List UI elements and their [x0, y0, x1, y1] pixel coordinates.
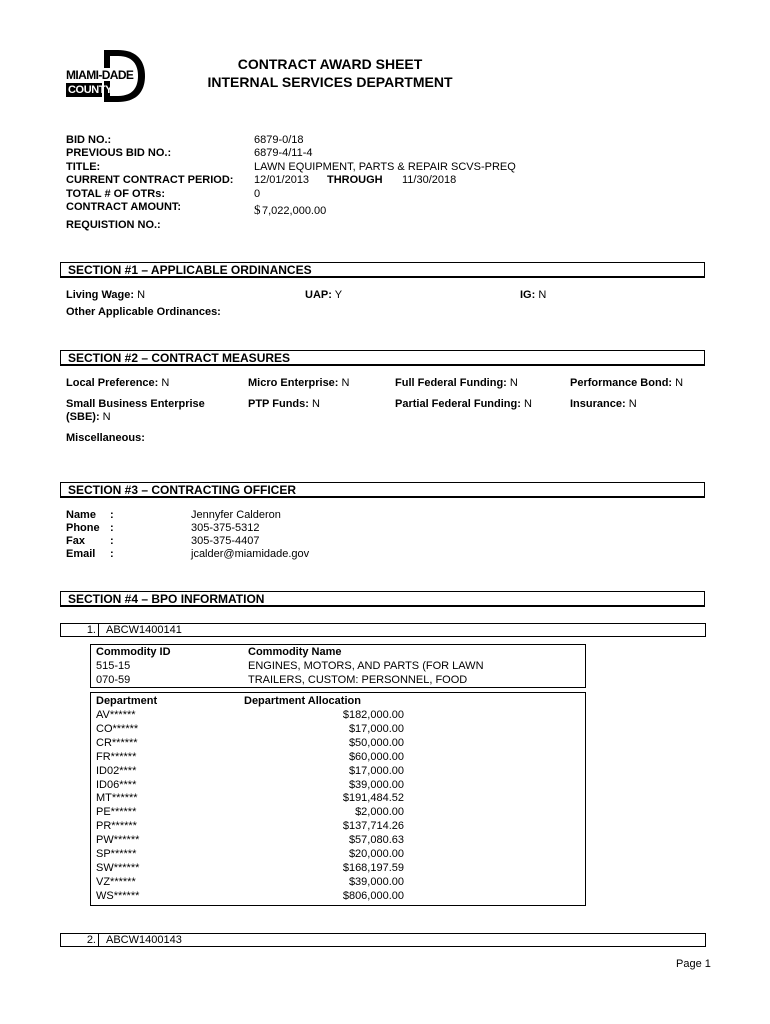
insurance-label: Insurance:: [570, 398, 626, 410]
bpo-code: ABCW1400141: [106, 624, 182, 636]
sbe-value: N: [102, 411, 111, 423]
previous-bid-no-label: PREVIOUS BID NO.:: [66, 147, 172, 159]
performance-bond-label: Performance Bond:: [570, 377, 673, 389]
contract-amount-label: CONTRACT AMOUNT:: [66, 201, 182, 213]
full-federal-funding-value: N: [509, 377, 518, 389]
department-allocation: $806,000.00: [342, 889, 404, 902]
bpo-row: [60, 933, 706, 947]
performance-bond: [570, 377, 683, 390]
title-value: LAWN EQUIPMENT, PARTS & REPAIR SCVS-PREQ: [254, 161, 516, 173]
colon: :: [110, 509, 114, 521]
officer-email-label: Email: [66, 548, 96, 560]
micro-enterprise-label: Micro Enterprise:: [248, 377, 339, 389]
officer-phone: 305-375-5312: [191, 522, 260, 534]
ptp-funds-label: PTP Funds:: [248, 398, 309, 410]
full-federal-funding-label: Full Federal Funding:: [395, 377, 507, 389]
department-allocation: $17,000.00: [348, 764, 404, 777]
department-code: WS******: [96, 889, 140, 902]
department-allocation: $17,000.00: [348, 722, 404, 735]
ig: [520, 289, 546, 302]
ig-value: N: [538, 289, 547, 301]
officer-phone-label: Phone: [66, 522, 100, 534]
department-allocation: $50,000.00: [348, 736, 404, 749]
department-allocation: $191,484.52: [342, 792, 404, 805]
department-code: CO******: [96, 722, 139, 735]
department-allocation: $39,000.00: [348, 778, 404, 791]
bpo-code: ABCW1400143: [106, 934, 182, 946]
department-code: FR******: [96, 750, 137, 763]
commodity-id-header: Commodity ID: [96, 646, 171, 658]
section-4-header: SECTION #4 – BPO INFORMATION: [60, 591, 705, 607]
sbe: [66, 411, 111, 424]
living-wage-label: Living Wage:: [66, 289, 135, 301]
department-code: SW******: [96, 861, 140, 874]
department-allocation: $39,000.00: [348, 875, 404, 888]
uap-value: Y: [334, 289, 343, 301]
partial-federal-funding: [395, 398, 532, 411]
department-allocation: $20,000.00: [348, 848, 404, 860]
period-start-value: 12/01/2013: [254, 174, 310, 186]
officer-name-label: Name: [66, 509, 96, 521]
commodity-name-header: Commodity Name: [248, 646, 342, 658]
micro-enterprise-value: N: [341, 377, 350, 389]
previous-bid-no-value: 6879-4/11-4: [254, 147, 313, 159]
living-wage-value: N: [137, 289, 146, 301]
colon: :: [110, 548, 114, 560]
department-code: VZ******: [96, 875, 136, 888]
colon: :: [110, 522, 114, 534]
living-wage: [66, 289, 145, 302]
uap-label: UAP:: [305, 289, 332, 301]
local-preference: [66, 377, 169, 390]
partial-federal-funding-value: N: [523, 398, 532, 410]
department-code: CR******: [96, 736, 138, 749]
sbe-label-line1: Small Business Enterprise: [66, 398, 205, 410]
department-code: AV******: [96, 709, 136, 721]
officer-email: jcalder@miamidade.gov: [191, 548, 310, 560]
local-preference-label: Local Preference:: [66, 377, 159, 389]
period-end-value: 11/30/2018: [402, 174, 457, 186]
officer-fax-label: Fax: [66, 535, 85, 547]
officer-name: Jennyfer Calderon: [191, 509, 281, 521]
department-allocation: $57,080.63: [348, 834, 404, 847]
otrs-label: TOTAL # OF OTRs:: [66, 188, 166, 200]
department-code: PW******: [96, 834, 140, 847]
commodity-id: 515-15: [96, 660, 131, 672]
logo-text-line2: COUNTY: [68, 84, 113, 96]
requisition-no-label: REQUISTION NO.:: [66, 219, 161, 231]
through-label: THROUGH: [327, 174, 383, 186]
local-preference-value: N: [161, 377, 170, 389]
full-federal-funding: [395, 377, 518, 390]
ig-label: IG:: [520, 289, 536, 301]
section-2-header: SECTION #2 – CONTRACT MEASURES: [60, 350, 705, 366]
contract-period-label: CURRENT CONTRACT PERIOD:: [66, 174, 234, 186]
department-code: PE******: [96, 806, 137, 819]
department-code: PR******: [96, 820, 137, 833]
partial-federal-funding-label: Partial Federal Funding:: [395, 398, 521, 410]
commodity-id: 070-59: [96, 674, 131, 686]
department-code: ID06****: [96, 778, 137, 791]
department-code: MT******: [96, 792, 138, 805]
sbe-label-line2: (SBE):: [66, 411, 100, 423]
other-ordinances-label: Other Applicable Ordinances:: [66, 306, 221, 318]
bpo-number: 2.: [61, 934, 99, 946]
logo-text-line1: MIAMI-DADE: [66, 68, 134, 82]
colon: :: [110, 535, 114, 547]
performance-bond-value: N: [675, 377, 684, 389]
bpo-row: [60, 623, 706, 637]
department-allocation: $2,000.00: [355, 806, 404, 819]
otrs-value: 0: [254, 188, 261, 200]
department-allocation: $60,000.00: [348, 750, 404, 763]
ptp-funds-value: N: [311, 398, 320, 410]
miscellaneous-label: Miscellaneous:: [66, 432, 145, 444]
insurance-value: N: [628, 398, 637, 410]
department-allocation: $182,000.00: [342, 709, 404, 721]
amount-symbol: $: [254, 202, 261, 217]
page-number: Page 1: [676, 958, 711, 970]
ptp-funds: [248, 398, 320, 411]
section-3-header: SECTION #3 – CONTRACTING OFFICER: [60, 482, 705, 498]
uap: [305, 289, 342, 302]
department-header: Department: [96, 695, 158, 707]
department-code: ID02****: [96, 764, 137, 777]
bid-no-label: BID NO.:: [66, 134, 112, 146]
bpo-number: 1.: [61, 624, 99, 636]
contract-amount-value: 7,022,000.00: [262, 205, 327, 217]
department-allocation: $137,714.26: [342, 820, 404, 833]
page-title: CONTRACT AWARD SHEET: [237, 56, 423, 72]
commodity-name: ENGINES, MOTORS, AND PARTS (FOR LAWN: [248, 660, 484, 672]
department-allocation-header: Department Allocation: [244, 695, 361, 707]
miami-dade-logo: [66, 48, 146, 104]
officer-fax: 305-375-4407: [191, 535, 260, 547]
micro-enterprise: [248, 377, 349, 390]
section-1-header: SECTION #1 – APPLICABLE ORDINANCES: [60, 262, 705, 278]
bid-no-value: 6879-0/18: [254, 134, 304, 146]
department-allocation: $168,197.59: [342, 861, 404, 874]
insurance: [570, 398, 637, 411]
commodity-name: TRAILERS, CUSTOM: PERSONNEL, FOOD: [248, 674, 468, 686]
department-code: SP******: [96, 848, 137, 860]
title-label: TITLE:: [66, 161, 101, 173]
page-subtitle: INTERNAL SERVICES DEPARTMENT: [207, 74, 453, 90]
